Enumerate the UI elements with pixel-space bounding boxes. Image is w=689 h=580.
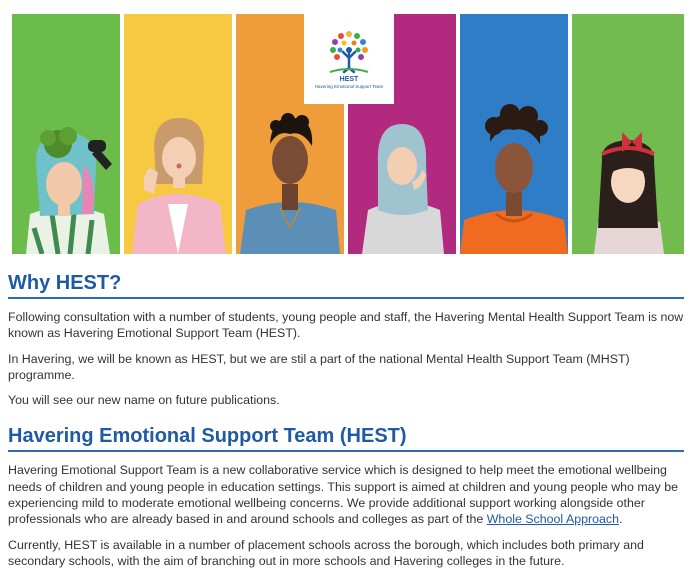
photo-panel-2 — [124, 14, 232, 254]
logo-subtitle: Havering Emotional Support Team — [314, 84, 384, 89]
why-hest-heading: Why HEST? — [8, 272, 684, 299]
why-hest-paragraph-1: Following consultation with a number of students, young people and staff, the Havering Mental Health Support Team is now known as Havering Emotional Support Team (HEST). — [8, 310, 684, 341]
person-blowing-kiss-photo — [124, 14, 232, 254]
tree-people-logo-icon — [324, 24, 374, 76]
hero-banner — [12, 14, 684, 254]
hest-about-paragraph-1-text: Havering Emotional Support Team is a new collaborative service which is designed to help meet the emotional wellbeing needs of children and young people in education settings. This support is aimed at children and young people who may be experiencing mild to moderate emotional wellbeing concerns. We provide additional support working alongside other professionals who are already based in and around schools and colleges as part of the — [8, 463, 678, 527]
photo-panel-5 — [460, 14, 568, 254]
why-hest-section — [8, 272, 684, 408]
hest-logo — [304, 14, 394, 104]
hest-about-paragraph-2: Currently, HEST is available in a number of placement schools across the borough, which includes both primary and secondary schools, with the aim of branching out in more schools and Havering colleges in the future. — [8, 537, 644, 568]
why-hest-paragraph-2: In Havering, we will be known as HEST, but we are stil a part of the national Mental Health Support Team (MHST) programme. — [8, 351, 630, 382]
logo-title: HEST — [339, 76, 359, 83]
hest-about-section — [8, 425, 684, 569]
hest-about-paragraph-1 — [8, 462, 684, 527]
photo-panel-6 — [572, 14, 684, 254]
child-with-bow-photo — [572, 14, 684, 254]
hest-about-paragraph-1-end: . — [618, 512, 623, 527]
hest-about-heading: Havering Emotional Support Team (HEST) — [8, 425, 684, 452]
whole-school-approach-link[interactable]: Whole School Approach — [486, 512, 619, 527]
photo-panel-1 — [12, 14, 120, 254]
main-content — [8, 272, 684, 578]
person-with-broccoli-photo — [12, 14, 120, 254]
why-hest-paragraph-3: You will see our new name on future publications. — [8, 393, 280, 408]
person-orange-hoodie-photo — [460, 14, 568, 254]
